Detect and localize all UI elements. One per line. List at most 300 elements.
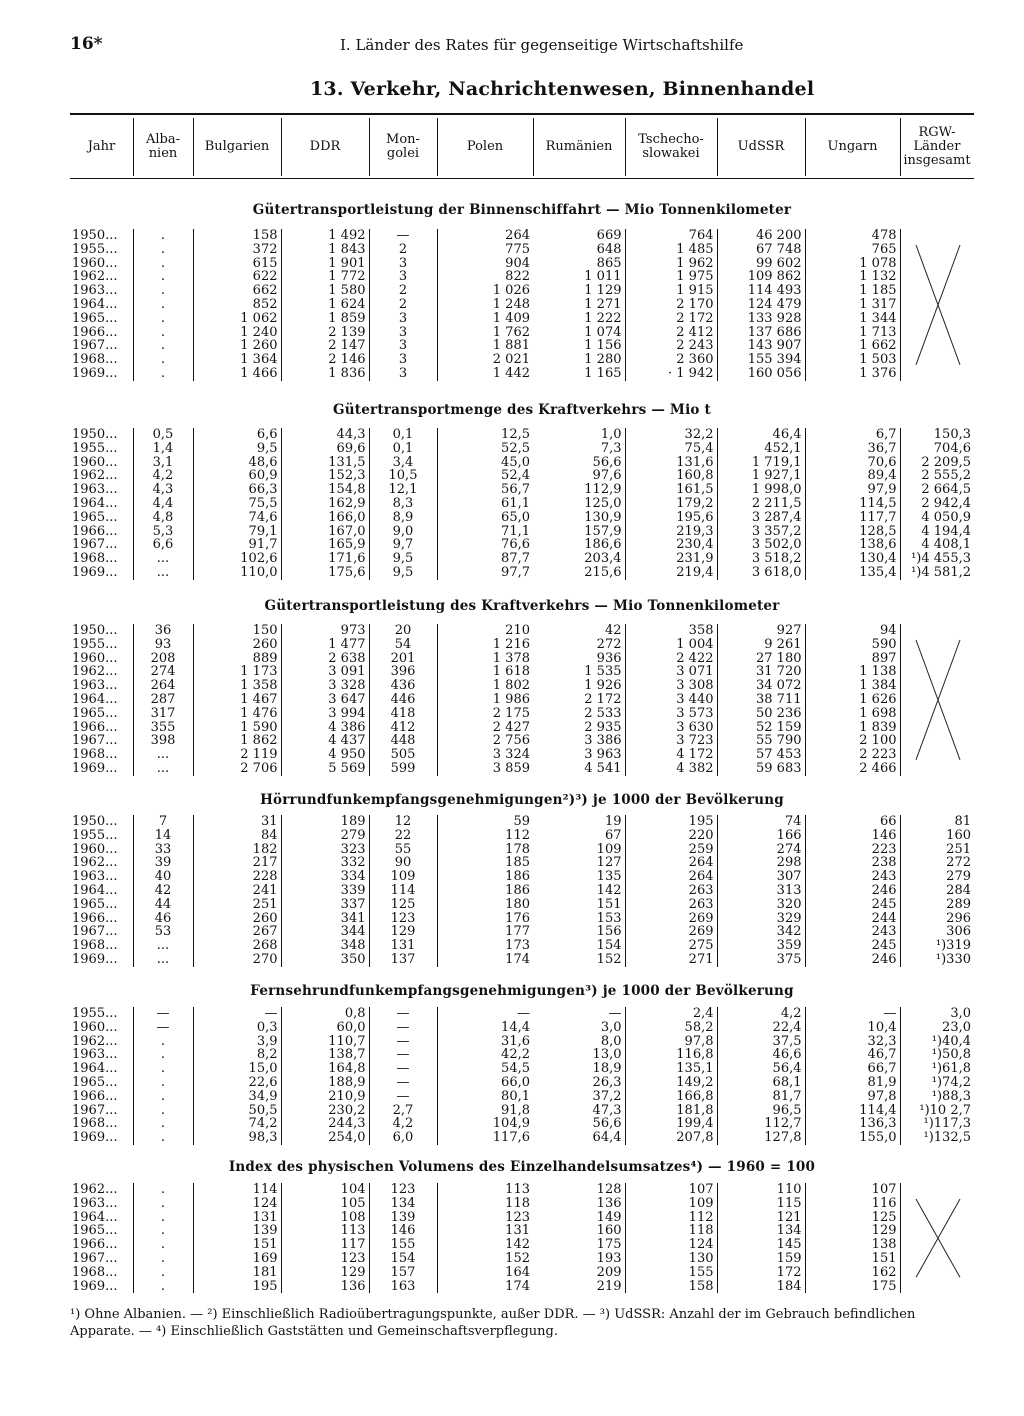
value-cell: 6,6 (133, 538, 193, 552)
value-cell: 112,9 (584, 482, 622, 498)
value-cell: 3,1 (133, 456, 193, 470)
value-cell: 112 (625, 1211, 717, 1225)
value-cell: 138 (805, 1238, 900, 1252)
value-cell: 3 386 (584, 733, 622, 749)
value-cell: . (133, 1252, 193, 1266)
value-cell: 125 (805, 1211, 900, 1225)
section-title: Gütertransportmenge des Kraftverkehrs — Mio t (333, 402, 711, 418)
value-cell: 55 790 (717, 734, 805, 748)
value-cell: 3 357,2 (717, 525, 805, 539)
value-cell: 179,2 (625, 497, 717, 511)
value-cell: 203,4 (584, 551, 622, 567)
year-cell: 1969... (72, 365, 118, 381)
year-cell: 1968... (72, 747, 118, 763)
table-row (70, 1117, 974, 1131)
value-cell: 1 129 (584, 283, 622, 299)
value-cell: 2 360 (625, 353, 717, 367)
header-separator (717, 118, 718, 176)
value-cell: — (369, 1076, 437, 1090)
value-cell: 765 (805, 243, 900, 257)
value-cell: 109 862 (717, 270, 805, 284)
value-cell: 1 467 (193, 693, 281, 707)
value-cell: 159 (717, 1252, 805, 1266)
value-cell: 181,8 (625, 1104, 717, 1118)
value-cell: 128 (596, 1182, 622, 1197)
value-cell: 34 072 (717, 679, 805, 693)
value-cell: ... (133, 552, 193, 566)
value-cell: 412 (369, 721, 437, 735)
year-cell: 1969... (72, 564, 118, 580)
value-cell: 57 453 (717, 748, 805, 762)
value-cell: 2 172 (625, 312, 717, 326)
value-cell: 19 (604, 814, 622, 829)
value-cell: 131 (369, 939, 437, 953)
value-cell: 8,9 (369, 511, 437, 525)
value-cell: 2 638 (281, 652, 369, 666)
value-cell: 117,6 (437, 1131, 533, 1145)
table-row (70, 665, 974, 679)
value-cell: 184 (717, 1280, 805, 1294)
column-header-1: Alba- nien (145, 132, 180, 161)
table-row (70, 1238, 974, 1252)
value-cell: . (133, 353, 193, 367)
value-cell: 279 (281, 829, 369, 843)
value-cell: 74,6 (193, 511, 281, 525)
value-cell: . (133, 229, 193, 243)
value-cell: 289 (900, 898, 974, 912)
value-cell: 4,8 (133, 511, 193, 525)
value-cell: 254,0 (281, 1131, 369, 1145)
value-cell: 3,9 (193, 1035, 281, 1049)
value-cell: 155 (369, 1238, 437, 1252)
value-cell: 107 (625, 1183, 717, 1197)
value-cell: 1 986 (437, 693, 533, 707)
value-cell: 4 172 (625, 748, 717, 762)
value-cell: . (133, 243, 193, 257)
value-cell: 267 (193, 925, 281, 939)
value-cell: 32,2 (625, 428, 717, 442)
table-row (70, 270, 974, 284)
value-cell: — (369, 1062, 437, 1076)
section-table (70, 428, 974, 580)
value-cell: — (133, 1021, 193, 1035)
value-cell: 110 (717, 1183, 805, 1197)
value-cell: 142 (596, 882, 622, 898)
year-cell: 1967... (72, 733, 118, 749)
table-row (70, 1266, 974, 1280)
year-cell: 1964... (72, 495, 118, 511)
value-cell: 137 686 (717, 326, 805, 340)
value-cell: 66,0 (437, 1076, 533, 1090)
value-cell: 146 (805, 829, 900, 843)
value-cell: 1 173 (193, 665, 281, 679)
table-row (70, 815, 974, 829)
value-cell: . (133, 298, 193, 312)
value-cell: 18,9 (592, 1061, 622, 1077)
value-cell: 59 (437, 815, 533, 829)
table-row (70, 870, 974, 884)
value-cell: 889 (193, 652, 281, 666)
value-cell: 117,7 (805, 511, 900, 525)
value-cell: 131 (437, 1224, 533, 1238)
value-cell: 1 409 (437, 312, 533, 326)
value-cell: 33 (133, 843, 193, 857)
value-cell: 320 (717, 898, 805, 912)
value-cell: 58,2 (625, 1021, 717, 1035)
value-cell: 263 (625, 898, 717, 912)
value-cell: 48,6 (193, 456, 281, 470)
value-cell: 3,4 (369, 456, 437, 470)
value-cell: 446 (369, 693, 437, 707)
value-cell: 4 050,9 (900, 511, 974, 525)
value-cell: 151 (805, 1252, 900, 1266)
value-cell: 160 056 (717, 367, 805, 381)
table-row (70, 326, 974, 340)
value-cell: 3 324 (437, 748, 533, 762)
value-cell: 298 (717, 856, 805, 870)
value-cell: 152,3 (281, 469, 369, 483)
not-applicable-cross (910, 636, 966, 764)
value-cell: 54 (369, 638, 437, 652)
table-row (70, 456, 974, 470)
value-cell: 84 (193, 829, 281, 843)
year-cell: 1950... (72, 814, 118, 829)
table-row (70, 898, 974, 912)
value-cell: 14,4 (437, 1021, 533, 1035)
value-cell: . (133, 326, 193, 340)
value-cell: 114 (369, 884, 437, 898)
year-cell: 1962... (72, 664, 118, 680)
table-row (70, 1090, 974, 1104)
value-cell: 32,3 (805, 1035, 900, 1049)
value-cell: 4,2 (369, 1117, 437, 1131)
value-cell: 56,6 (592, 454, 622, 470)
year-cell: 1966... (72, 324, 118, 340)
year-cell: 1967... (72, 338, 118, 354)
value-cell: 2 427 (437, 721, 533, 735)
value-cell: 149 (596, 1209, 622, 1225)
value-cell: 23,0 (900, 1021, 974, 1035)
value-cell: 36,7 (805, 442, 900, 456)
value-cell: — (193, 1007, 281, 1021)
value-cell: 10,5 (369, 469, 437, 483)
year-cell: 1964... (72, 296, 118, 312)
value-cell: 0,1 (369, 428, 437, 442)
value-cell: 145 (717, 1238, 805, 1252)
value-cell: 136 (596, 1195, 622, 1211)
value-cell: 2 706 (193, 762, 281, 776)
value-cell: 146 (369, 1224, 437, 1238)
value-cell: 2 175 (437, 707, 533, 721)
value-cell: 1 859 (281, 312, 369, 326)
value-cell: 1 317 (805, 298, 900, 312)
table-row (70, 566, 974, 580)
value-cell: . (133, 284, 193, 298)
value-cell: 165,9 (281, 538, 369, 552)
value-cell: 9,0 (369, 525, 437, 539)
value-cell: 22,4 (717, 1021, 805, 1035)
value-cell: — (608, 1006, 622, 1021)
value-cell: 99 602 (717, 257, 805, 271)
value-cell: 3 994 (281, 707, 369, 721)
table-title: 13. Verkehr, Nachrichtenwesen, Binnenhandel (310, 78, 815, 100)
value-cell: 2 412 (625, 326, 717, 340)
value-cell: . (133, 1131, 193, 1145)
value-cell: ... (133, 939, 193, 953)
value-cell: 178 (437, 843, 533, 857)
table-row (70, 829, 974, 843)
column-header-6: Rumänien (545, 139, 613, 154)
value-cell: 342 (717, 925, 805, 939)
value-cell: — (369, 1007, 437, 1021)
value-cell: 195,6 (625, 511, 717, 525)
value-cell: 2 100 (805, 734, 900, 748)
value-cell: 344 (281, 925, 369, 939)
value-cell: 1 062 (193, 312, 281, 326)
table-row (70, 538, 974, 552)
value-cell: 189 (281, 815, 369, 829)
value-cell: — (369, 1048, 437, 1062)
value-cell: 1 248 (437, 298, 533, 312)
value-cell: · 1 942 (625, 367, 717, 381)
value-cell: . (133, 1035, 193, 1049)
value-cell: 46 (133, 912, 193, 926)
value-cell: 139 (193, 1224, 281, 1238)
value-cell: . (133, 1062, 193, 1076)
value-cell: 107 (805, 1183, 900, 1197)
value-cell: 169 (193, 1252, 281, 1266)
year-cell: 1960... (72, 841, 118, 857)
value-cell: 137 (369, 953, 437, 967)
value-cell: 260 (193, 912, 281, 926)
value-cell: 102,6 (193, 552, 281, 566)
value-cell: 3 518,2 (717, 552, 805, 566)
value-cell: 2 533 (584, 705, 622, 721)
value-cell: 244 (805, 912, 900, 926)
table-row (70, 693, 974, 707)
value-cell: 1 535 (584, 664, 622, 680)
value-cell: 81,7 (717, 1090, 805, 1104)
value-cell: 22 (369, 829, 437, 843)
value-cell: 130,4 (805, 552, 900, 566)
year-cell: 1967... (72, 1102, 118, 1118)
value-cell: 160 (900, 829, 974, 843)
value-cell: 1 165 (584, 365, 622, 381)
value-cell: . (133, 312, 193, 326)
table-row (70, 1062, 974, 1076)
value-cell: 1 358 (193, 679, 281, 693)
value-cell: 153 (596, 910, 622, 926)
value-cell: 110,0 (193, 566, 281, 580)
value-cell: 9 261 (717, 638, 805, 652)
value-cell: 231,9 (625, 552, 717, 566)
value-cell: ... (133, 953, 193, 967)
year-cell: 1964... (72, 882, 118, 898)
value-cell: 1 156 (584, 338, 622, 354)
table-row (70, 257, 974, 271)
value-cell: 56,6 (592, 1116, 622, 1132)
value-cell (900, 1280, 974, 1294)
value-cell: 42,2 (437, 1048, 533, 1062)
table-row (70, 1131, 974, 1145)
value-cell: 3 287,4 (717, 511, 805, 525)
value-cell: 135,1 (625, 1062, 717, 1076)
value-cell: 129 (805, 1224, 900, 1238)
value-cell: 160 (596, 1223, 622, 1239)
year-cell: 1968... (72, 1264, 118, 1280)
value-cell: 158 (625, 1280, 717, 1294)
value-cell: 264 (437, 229, 533, 243)
value-cell: 139 (369, 1211, 437, 1225)
value-cell: 1 466 (193, 367, 281, 381)
year-cell: 1964... (72, 1061, 118, 1077)
value-cell: 243 (805, 925, 900, 939)
value-cell: 182 (193, 843, 281, 857)
value-cell: . (133, 1090, 193, 1104)
value-cell: 1 442 (437, 367, 533, 381)
value-cell: 269 (625, 912, 717, 926)
value-cell: 154,8 (281, 483, 369, 497)
value-cell: 1 026 (437, 284, 533, 298)
value-cell: 162,9 (281, 497, 369, 511)
value-cell: 1,4 (133, 442, 193, 456)
value-cell: 10,4 (805, 1021, 900, 1035)
header-separator (625, 118, 626, 176)
table-row (70, 638, 974, 652)
value-cell: — (369, 1090, 437, 1104)
value-cell: 108 (281, 1211, 369, 1225)
value-cell: 93 (133, 638, 193, 652)
table-row (70, 953, 974, 967)
value-cell: 38 711 (717, 693, 805, 707)
value-cell: 46 200 (717, 229, 805, 243)
value-cell: 217 (193, 856, 281, 870)
value-cell: 7,3 (600, 440, 622, 456)
year-cell: 1966... (72, 1088, 118, 1104)
value-cell: 180 (437, 898, 533, 912)
value-cell: ¹)50,8 (900, 1048, 974, 1062)
value-cell: 87,7 (437, 552, 533, 566)
value-cell: ¹)40,4 (900, 1035, 974, 1049)
value-cell: 164,8 (281, 1062, 369, 1076)
value-cell: 241 (193, 884, 281, 898)
value-cell: 22,6 (193, 1076, 281, 1090)
value-cell: 358 (625, 624, 717, 638)
value-cell: 1 580 (281, 284, 369, 298)
value-cell: 3 647 (281, 693, 369, 707)
column-header-7: Tschecho- slowakei (638, 132, 704, 161)
value-cell: 238 (805, 856, 900, 870)
value-cell: 60,9 (193, 469, 281, 483)
value-cell: 109 (625, 1197, 717, 1211)
table-row (70, 939, 974, 953)
value-cell: 1 762 (437, 326, 533, 340)
header-separator (437, 118, 438, 176)
value-cell: 1 962 (625, 257, 717, 271)
value-cell: — (369, 1035, 437, 1049)
value-cell: 166,0 (281, 511, 369, 525)
value-cell: 36 (133, 624, 193, 638)
value-cell: 124 479 (717, 298, 805, 312)
table-row (70, 856, 974, 870)
value-cell: 313 (717, 884, 805, 898)
value-cell: 1,0 (600, 427, 622, 442)
year-cell: 1964... (72, 1209, 118, 1225)
value-cell: 74,2 (193, 1117, 281, 1131)
value-cell: 127 (596, 855, 622, 871)
value-cell: 131,5 (281, 456, 369, 470)
table-row (70, 1048, 974, 1062)
value-cell: 31 720 (717, 665, 805, 679)
value-cell: 6,7 (805, 428, 900, 442)
value-cell: 8,0 (600, 1033, 622, 1049)
header-rule (70, 178, 974, 179)
year-cell: 1968... (72, 938, 118, 954)
value-cell: 164 (437, 1266, 533, 1280)
column-header-2: Bulgarien (204, 139, 270, 154)
value-cell: 1 280 (584, 352, 622, 368)
value-cell: 3 (369, 312, 437, 326)
value-cell: . (133, 367, 193, 381)
value-cell: 332 (281, 856, 369, 870)
value-cell: 1 719,1 (717, 456, 805, 470)
value-cell: 67 748 (717, 243, 805, 257)
value-cell: . (133, 257, 193, 271)
value-cell: 436 (369, 679, 437, 693)
value-cell: 157 (369, 1266, 437, 1280)
year-cell: 1963... (72, 482, 118, 498)
value-cell: 348 (281, 939, 369, 953)
value-cell: 9,5 (369, 552, 437, 566)
year-cell: 1955... (72, 827, 118, 843)
value-cell: 341 (281, 912, 369, 926)
table-row (70, 748, 974, 762)
value-cell: 1 004 (625, 638, 717, 652)
value-cell: 1 843 (281, 243, 369, 257)
value-cell: 114 493 (717, 284, 805, 298)
value-cell: 60,0 (281, 1021, 369, 1035)
value-cell: 2 555,2 (900, 469, 974, 483)
table-row (70, 1183, 974, 1197)
year-cell: 1965... (72, 1223, 118, 1239)
value-cell: 1 618 (437, 665, 533, 679)
value-cell: . (133, 339, 193, 353)
value-cell (900, 762, 974, 776)
value-cell: 2,4 (625, 1007, 717, 1021)
value-cell: 181 (193, 1266, 281, 1280)
value-cell: — (437, 1007, 533, 1021)
table-row (70, 298, 974, 312)
value-cell: 306 (900, 925, 974, 939)
value-cell: 59 683 (717, 762, 805, 776)
value-cell: 109 (596, 841, 622, 857)
value-cell: 418 (369, 707, 437, 721)
value-cell: 172 (717, 1266, 805, 1280)
table-row (70, 312, 974, 326)
value-cell: 307 (717, 870, 805, 884)
value-cell: 2 021 (437, 353, 533, 367)
value-cell: 1 132 (805, 270, 900, 284)
value-cell: 133 928 (717, 312, 805, 326)
value-cell: . (133, 1224, 193, 1238)
value-cell: 264 (625, 870, 717, 884)
value-cell: 245 (805, 898, 900, 912)
value-cell: 4 408,1 (900, 538, 974, 552)
table-row (70, 679, 974, 693)
section-table (70, 815, 974, 967)
value-cell: 1 772 (281, 270, 369, 284)
value-cell: 478 (805, 229, 900, 243)
